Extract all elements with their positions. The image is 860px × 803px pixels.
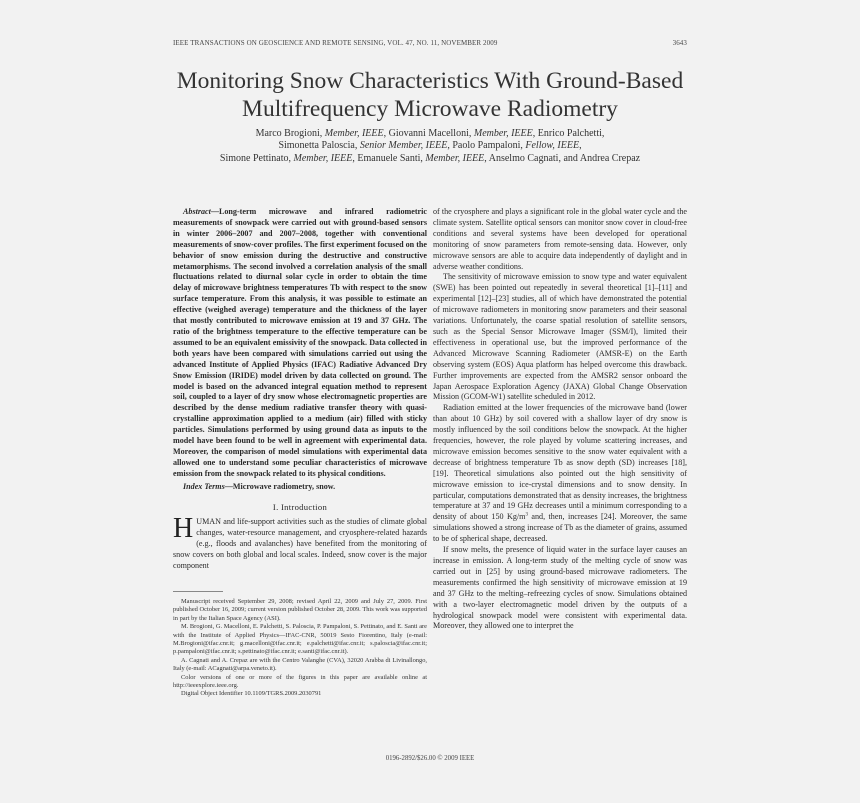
abstract-text: —Long-term microwave and infrared radiometric measurements of snowpack were carried out with ground-based sensors in winter 2006–2007 and 2007–2008, together with conventional measurements of snow-cover profiles. The first experiment focused on the behavior of snow emission during the destructive and constructive metamorphisms. The second involved a correlation analysis of the small fluctuations related to diurnal solar cycle in order to obtain the time delay of microwave brightness temperatures Tb with respect to the snow surface temperature. From this analysis, it was possible to estimate an effective (weighed average) temperature and the thickness of the layer that mostly contributed to microwave emission at 19 and 37 GHz. The ratio of the brightness temperature to the effective temperature can be assumed to be an equivalent emissivity of the snowpack. Data collected in both years have been compared with simulations carried out using the advanced Institute of Applied Physics (IFAC) Radiative Advanced Dry Snow Emission (IRIDE) model driven by data collected on ground. The model is based on the advanced integral equation method to represent soil, coupled to a layer of dry snow whose electromagnetic properties are described by the dense medium radiative transfer theory with quasi-crystalline approximation applied to a medium (air) filled with sticky particles. Simulations performed by using ground data as inputs to the model have been found to be well in agreement with experimental data. Moreover, the comparison of model simulations with experimental data allowed one to understand some peculiar characteristics of microwave emission from the snowpack related to its physical conditions. (173, 207, 427, 478)
footnote-doi: Digital Object Identifier 10.1109/TGRS.2009.2030791 (181, 690, 322, 698)
copyright-footer: 0196-2892/$26.00 © 2009 IEEE (385, 755, 475, 762)
author-line-1: Marco Brogioni, Member, IEEE, Giovanni Macelloni, Member, IEEE, Enrico Palchetti, (255, 128, 605, 139)
body-paragraph: Radiation emitted at the lower frequencies of the microwave band (lower than about 10 GHz) by soil covered with a shallow layer of dry snow is mostly influenced by the soil conditions below the snowpack. At the higher frequencies, however, the role played by volume scattering increases, and microwave emission becomes sensitive to the snow water equivalent with a decrease of brightness temperature Tb as snow depth (SD) increases [18], [19]. Theoretical simulations also pointed out the high sensitivity of microwave emission to ice-crystal dimensions and to snow density. In particular, computations demonstrated that as density increases, the brightness temperature at 37 and 19 GHz decreases until a minimum corresponding to a density of about 150 $Kg/m^3$ and, then, increases [24]. Moreover, the same simulations showed a strong increase of Tb as the diameter of grains, assumed to be of spherical shape, decreased. (433, 403, 687, 544)
footnote-affiliation-ifac: M. Brogioni, G. Macelloni, E. Palchetti, S. Paloscia, P. Pampaloni, S. Pettinato, and E. Santi are with the Institute of Applied Physics—IFAC-CNR, 50019 Sesto Fiorentino, Italy (e-mail: M.Brogioni@ifac.cnr.it; g.macelloni@ifac.cnr.it; e.palchetti@ifac.cnr.it; s.paloscia@ifac.cnr.it; p.pampaloni@ifac.cnr.it; s.pettinato@ifac.cnr.it; e.santi@ifac.cnr.it). (173, 623, 427, 656)
page-number: 3643 (672, 39, 687, 47)
author-line-2: Simonetta Paloscia, Senior Member, IEEE, Paolo Pampaloni, Fellow, IEEE, (278, 140, 582, 152)
drop-cap: H (173, 513, 194, 545)
author-list (150, 128, 710, 165)
paper-title (100, 67, 760, 123)
right-column (433, 207, 687, 632)
body-paragraph: of the cryosphere and plays a significant role in the global water cycle and the climate system. Satellite optical sensors can monitor snow cover in cloud-free conditions and several systems have been developed for operational monitoring of snow parameters from remote-sensing data. However, only microwave sensors are able to acquire data independently of daylight and in adverse weather conditions. (433, 207, 687, 271)
footnote-manuscript: Manuscript received September 29, 2008; revised April 22, 2009 and July 27, 2009. First published October 16, 2009; current version published October 28, 2009. This work was supported in part by the Italian Space Agency (ASI). (173, 598, 427, 622)
intro-paragraph (173, 513, 427, 572)
section-heading: I. Introduction (272, 501, 328, 512)
body-paragraph: If snow melts, the presence of liquid water in the surface layer causes an increase in emission. A long-term study of the melting cycle of snow was carried out in [25] by using ground-based microwave radiometers. The measurements confirmed the high sensitivity of microwave emission at 19 and 37 GHz to the melting–refreezing cycles of snow. Simulations obtained with a two-layer electromagnetic model driven by the outputs of a hydrological snowpack model were consistent with experimental data. Moreover, they allowed one to interpret the (433, 545, 687, 631)
title-line-1: Monitoring Snow Characteristics With Ground-Based (176, 68, 684, 94)
index-terms-label: Index Terms (183, 481, 225, 491)
index-terms-text: —Microwave radiometry, snow. (224, 481, 336, 491)
left-column (173, 207, 427, 699)
footnote-color-versions: Color versions of one or more of the figures in this paper are available online at http://ieeexplore.ieee.org. (173, 673, 427, 690)
abstract-label: Abstract (183, 207, 211, 216)
title-line-2: Multifrequency Microwave Radiometry (242, 96, 618, 122)
index-terms (173, 482, 427, 493)
footnote-divider (173, 591, 223, 592)
journal-header: IEEE TRANSACTIONS ON GEOSCIENCE AND REMOTE SENSING, VOL. 47, NO. 11, NOVEMBER 2009 (173, 39, 498, 47)
footnotes (173, 598, 427, 699)
footnote-affiliation-cva: A. Cagnati and A. Crepaz are with the Centro Valanghe (CVA), 32020 Arabba di Livinallongo, Italy (e-mail: ACagnati@arpa.veneto.it). (173, 656, 427, 673)
body-paragraph: The sensitivity of microwave emission to snow type and water equivalent (SWE) has been pointed out repeatedly in several theoretical [1]–[11] and experimental [12]–[23] studies, all of which have demonstrated the potential of microwave radiometers in monitoring snow parameters and their seasonal variations. Unfortunately, the coarse spatial resolution of satellite sensors, such as the Special Sensor Microwave Imager (SSM/I), limited their effectiveness in operational use, but the improved performance of the Advanced Microwave Scanning Radiometer (AMSR-E) on the Earth observing system (EOS) Aqua platform has helped overcome this drawback. Further improvements are expected from the AMSR2 sensor onboard the Japan Aerospace Exploration Agency (JAXA) Global Change Observation Mission (GCOM-W1) satellite scheduled in 2012. (433, 272, 687, 402)
author-line-3: Simone Pettinato, Member, IEEE, Emanuele Santi, Member, IEEE, Anselmo Cagnati, and Andrea Crepaz (219, 152, 641, 164)
intro-text: UMAN and life-support activities such as the studies of climate global changes, water-resource management, and cryosphere-related hazards (e.g., floods and avalanches) have benefited from the monitoring of snow covers on both global and local scales. Indeed, snow cover is the major component (173, 517, 427, 571)
abstract (173, 207, 427, 480)
